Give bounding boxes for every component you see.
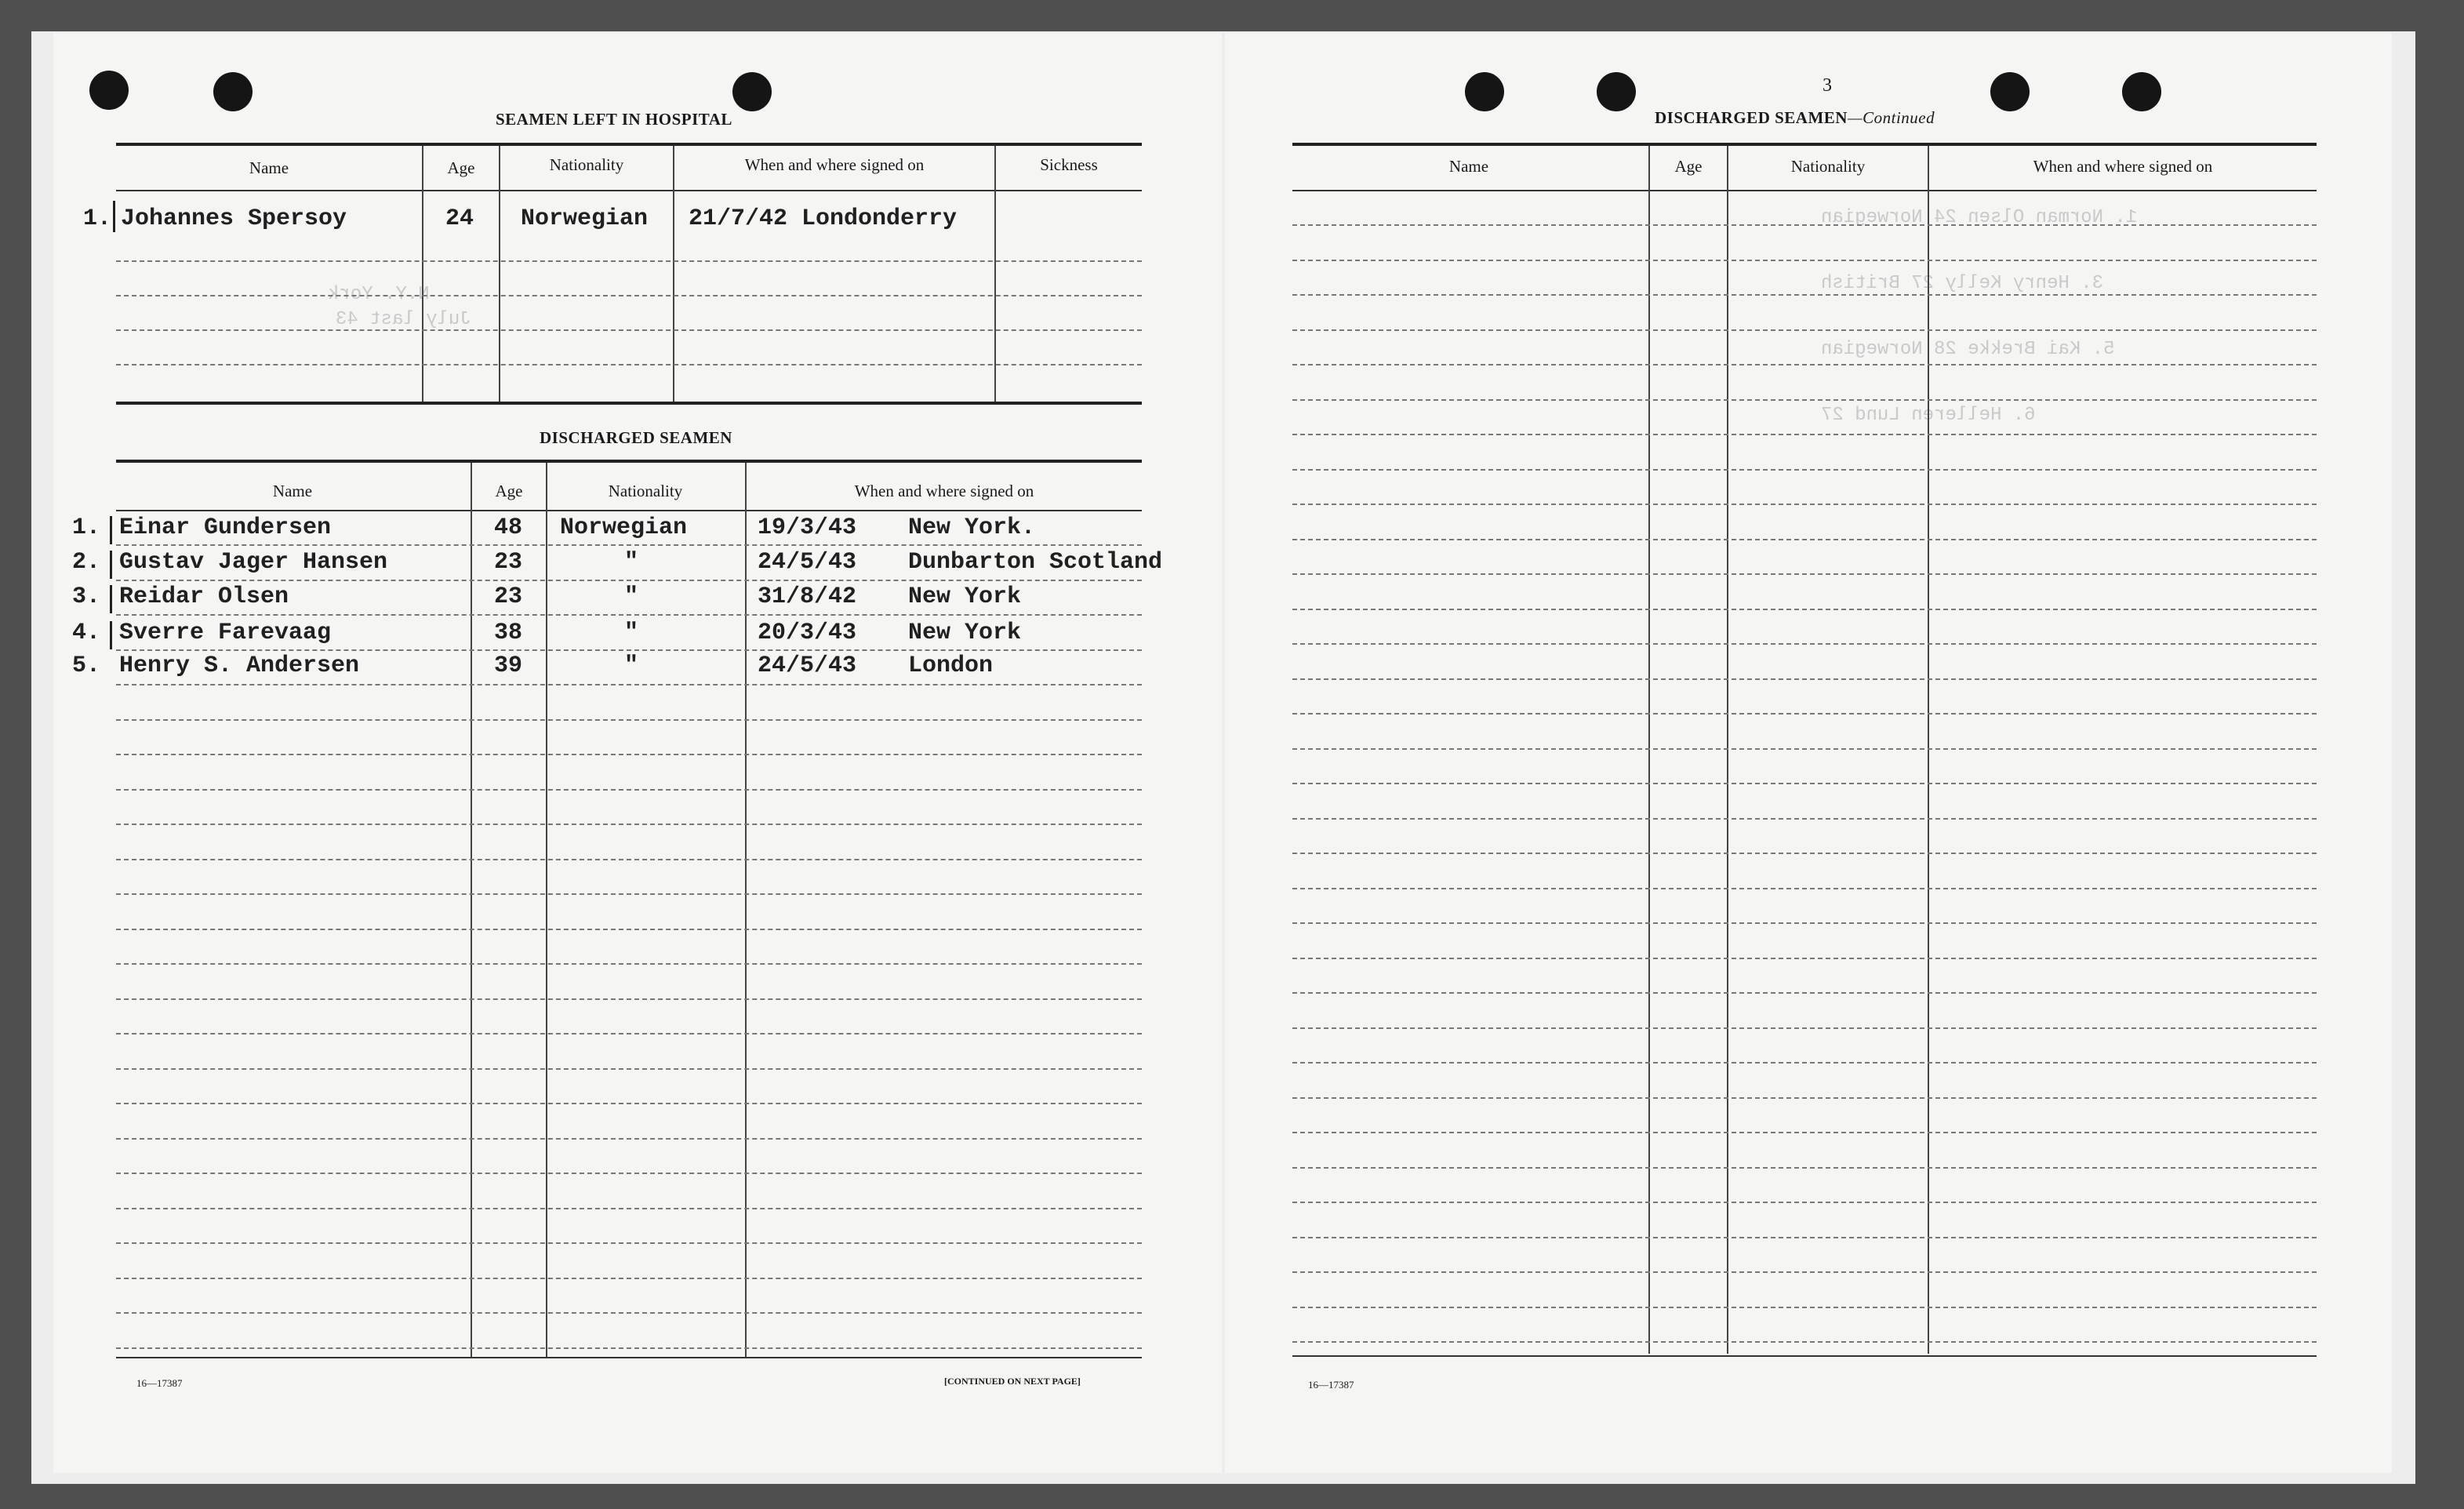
title-text: DISCHARGED SEAMEN xyxy=(1655,108,1848,127)
signed-on-date: 24/5/43 xyxy=(758,653,857,679)
signed-on-place: London xyxy=(908,653,994,679)
discharged-title: DISCHARGED SEAMEN xyxy=(540,428,732,447)
signed-on-place: New York xyxy=(908,584,1022,610)
signed-on-date: 31/8/42 xyxy=(758,584,857,610)
ruled-line xyxy=(116,893,1142,895)
signed-on-date: 20/3/43 xyxy=(758,620,857,646)
form-number: 16—17387 xyxy=(136,1377,183,1389)
seaman-name: Einar Gundersen xyxy=(119,515,332,541)
ruled-line xyxy=(116,1242,1142,1244)
ruled-line xyxy=(116,1347,1142,1349)
ruled-line xyxy=(1292,1202,2317,1203)
discharged-table xyxy=(72,460,1163,1401)
header-age: Age xyxy=(447,158,475,177)
ruled-line xyxy=(1292,1062,2317,1064)
bleed-through: N.Y. York xyxy=(328,284,430,305)
seaman-name: Henry S. Andersen xyxy=(119,653,360,679)
table-rule xyxy=(116,143,1142,146)
bleed-through: July last 43 xyxy=(336,309,471,330)
table-rule xyxy=(1292,143,2317,146)
table-rule xyxy=(116,510,1142,511)
left-page xyxy=(53,33,1222,1473)
header-signed-on: When and where signed on xyxy=(744,155,925,174)
column-divider xyxy=(994,146,996,405)
ruled-line xyxy=(116,1312,1142,1314)
ruled-line xyxy=(1292,713,2317,715)
hospital-title: SEAMEN LEFT IN HOSPITAL xyxy=(496,110,732,129)
ruled-line xyxy=(1292,888,2317,889)
row-number: 1. xyxy=(83,205,112,232)
punch-hole xyxy=(2122,72,2161,111)
column-divider xyxy=(422,146,423,405)
header-name: Name xyxy=(1448,157,1489,176)
seaman-nationality: Norwegian xyxy=(560,515,688,541)
header-name: Name xyxy=(249,158,289,177)
ruled-line xyxy=(116,329,1142,331)
ruled-line xyxy=(1292,294,2317,296)
seaman-nationality: Norwegian xyxy=(521,205,649,232)
row-number: 5. xyxy=(72,653,101,679)
column-divider xyxy=(673,146,674,405)
seaman-signed-on: 21/7/42 Londonderry xyxy=(689,205,958,232)
ruled-line xyxy=(1292,1097,2317,1099)
ruled-line xyxy=(1292,1132,2317,1133)
bleed-through: 5. Kai Brekke 28 Norwegian xyxy=(1821,339,2115,360)
punch-hole xyxy=(1990,72,2030,111)
check-mark xyxy=(110,621,112,649)
check-mark xyxy=(110,516,112,544)
ruled-line xyxy=(1292,224,2317,226)
header-signed-on: When and where signed on xyxy=(854,482,1034,500)
check-mark xyxy=(110,585,112,613)
table-rule xyxy=(1292,1355,2317,1357)
ruled-line xyxy=(116,364,1142,365)
column-divider xyxy=(1928,146,1929,1354)
ruled-line xyxy=(1292,748,2317,750)
ruled-line xyxy=(1292,1341,2317,1343)
ruled-line xyxy=(1292,329,2317,331)
header-nationality: Nationality xyxy=(608,482,683,500)
page-number: 3 xyxy=(1823,75,1832,96)
table-rule xyxy=(116,190,1142,191)
header-age: Age xyxy=(495,482,523,500)
ruled-line xyxy=(1292,1027,2317,1029)
header-sickness: Sickness xyxy=(1040,155,1098,174)
ruled-line xyxy=(1292,364,2317,365)
ruled-line xyxy=(1292,678,2317,680)
ruled-line xyxy=(116,1173,1142,1174)
header-name: Name xyxy=(272,482,313,500)
ruled-line xyxy=(116,929,1142,930)
ruled-line xyxy=(116,649,1142,651)
signed-on-place: New York xyxy=(908,620,1022,646)
seaman-name: Reidar Olsen xyxy=(119,584,289,610)
bleed-through: 1. Norman Olsen 24 Norwegian xyxy=(1821,207,2138,228)
column-divider xyxy=(1727,146,1728,1354)
ruled-line xyxy=(1292,783,2317,784)
signed-on-date: 24/5/43 xyxy=(758,549,857,576)
bleed-through: 3. Henry Kelly 27 British xyxy=(1821,273,2104,294)
right-page xyxy=(1225,33,2392,1473)
bleed-through: 6. Helleren Lund 27 xyxy=(1821,405,2036,426)
header-age: Age xyxy=(1674,157,1703,176)
row-number: 4. xyxy=(72,620,101,646)
ruled-line xyxy=(116,1278,1142,1279)
ruled-line xyxy=(116,1068,1142,1070)
punch-hole xyxy=(732,72,772,111)
table-row xyxy=(72,653,1142,687)
signed-on-place: Dunbarton Scotland xyxy=(908,549,1163,576)
seaman-nationality: " xyxy=(624,549,639,576)
ruled-line xyxy=(1292,1271,2317,1273)
punch-hole xyxy=(1597,72,1636,111)
ruled-line xyxy=(1292,504,2317,505)
ruled-line xyxy=(1292,1237,2317,1238)
header-signed-on: When and where signed on xyxy=(2033,157,2213,176)
ruled-line xyxy=(116,1208,1142,1209)
ruled-line xyxy=(116,260,1142,262)
ruled-line xyxy=(116,789,1142,791)
ruled-line xyxy=(116,684,1142,685)
seaman-age: 23 xyxy=(494,584,523,610)
row-number: 2. xyxy=(72,549,101,576)
signed-on-date: 19/3/43 xyxy=(758,515,857,541)
check-mark xyxy=(113,201,115,232)
table-rule xyxy=(116,402,1142,405)
seaman-nationality: " xyxy=(624,584,639,610)
ruled-line xyxy=(1292,434,2317,435)
ruled-line xyxy=(1292,469,2317,471)
table-row xyxy=(83,205,1142,240)
ruled-line xyxy=(116,1033,1142,1034)
row-number: 3. xyxy=(72,584,101,610)
ruled-line xyxy=(116,824,1142,825)
seaman-age: 24 xyxy=(445,205,474,232)
seaman-nationality: " xyxy=(624,653,639,679)
column-divider xyxy=(499,146,500,405)
seaman-name: Sverre Farevaag xyxy=(119,620,332,646)
ruled-line xyxy=(116,754,1142,755)
seaman-age: 39 xyxy=(494,653,523,679)
ruled-line xyxy=(1292,260,2317,261)
ruled-line xyxy=(1292,818,2317,820)
ruled-line xyxy=(116,963,1142,965)
form-number: 16—17387 xyxy=(1308,1379,1354,1391)
header-nationality: Nationality xyxy=(549,155,624,174)
ruled-line xyxy=(116,1138,1142,1140)
table-rule xyxy=(1292,190,2317,191)
seaman-name: Gustav Jager Hansen xyxy=(119,549,388,576)
ruled-line xyxy=(116,1103,1142,1104)
punch-hole xyxy=(1465,72,1504,111)
ruled-line xyxy=(1292,922,2317,924)
table-rule xyxy=(116,460,1142,463)
ruled-line xyxy=(1292,853,2317,854)
ruled-line xyxy=(1292,1167,2317,1169)
discharged-continued-title xyxy=(1655,108,1935,128)
ruled-line xyxy=(116,859,1142,860)
ruled-line xyxy=(116,295,1142,296)
ruled-line xyxy=(116,998,1142,1000)
discharged-continued-table xyxy=(1292,143,2317,1398)
seaman-nationality: " xyxy=(624,620,639,646)
table-rule xyxy=(116,1357,1142,1358)
row-number: 1. xyxy=(72,515,101,541)
continued-note: [CONTINUED ON NEXT PAGE] xyxy=(944,1376,1081,1387)
ruled-line xyxy=(1292,1307,2317,1308)
hospital-table xyxy=(83,143,1142,409)
punch-hole xyxy=(213,72,253,111)
ruled-line xyxy=(1292,573,2317,575)
ruled-line xyxy=(116,580,1142,581)
check-mark xyxy=(110,551,112,579)
ruled-line xyxy=(116,614,1142,616)
ruled-line xyxy=(1292,958,2317,959)
signed-on-place: New York. xyxy=(908,515,1036,541)
seaman-age: 38 xyxy=(494,620,523,646)
table-row xyxy=(72,584,1142,618)
ruled-line xyxy=(1292,609,2317,610)
seaman-name: Johannes Spersoy xyxy=(121,205,347,232)
table-row xyxy=(72,549,1163,584)
ruled-line xyxy=(116,544,1142,546)
header-nationality: Nationality xyxy=(1790,157,1866,176)
ruled-line xyxy=(116,719,1142,721)
ruled-line xyxy=(1292,539,2317,540)
seaman-age: 48 xyxy=(494,515,523,541)
punch-hole xyxy=(89,71,129,110)
column-divider xyxy=(1648,146,1650,1354)
title-suffix: —Continued xyxy=(1847,108,1935,127)
ruled-line xyxy=(1292,643,2317,645)
ruled-line xyxy=(1292,992,2317,994)
ruled-line xyxy=(1292,399,2317,401)
seaman-age: 23 xyxy=(494,549,523,576)
